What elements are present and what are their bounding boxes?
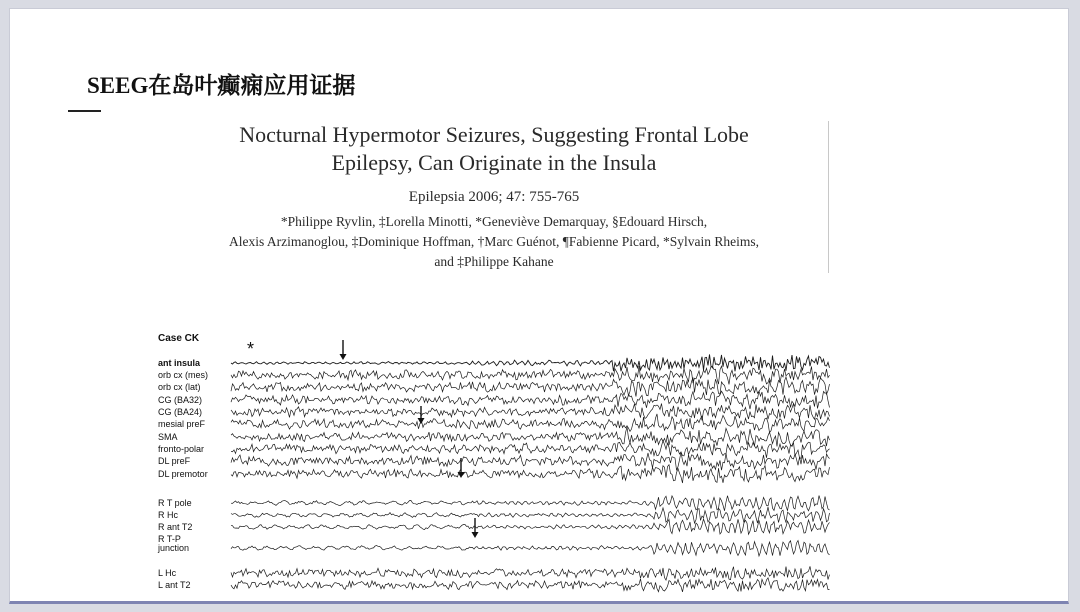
slide <box>9 8 1069 604</box>
channel-label: CG (BA32) <box>158 395 203 405</box>
case-label: Case CK <box>158 333 200 344</box>
channel-label: DL preF <box>158 456 191 466</box>
channel-label: fronto-polar <box>158 444 205 454</box>
channel-label: L ant T2 <box>158 580 191 590</box>
arrow-head-icon <box>472 532 479 538</box>
channel-label: DL premotor <box>158 469 208 479</box>
paper-header <box>160 121 829 273</box>
eeg-trace <box>231 354 830 371</box>
eeg-trace <box>231 541 830 556</box>
author-line: and ‡Philippe Kahane <box>434 254 554 269</box>
channel-label: mesial preF <box>158 419 206 429</box>
paper-citation: Epilepsia 2006; 47: 755-765 <box>408 189 580 205</box>
paper-title-line: Epilepsy, Can Originate in the Insula <box>331 150 657 175</box>
channel-label: L Hc <box>158 568 177 578</box>
slide-title: SEEG在岛叶癫痫应用证据 <box>87 73 356 98</box>
channel-label: junction <box>158 543 190 553</box>
eeg-trace <box>231 496 830 511</box>
paper-title-line: Nocturnal Hypermotor Seizures, Suggesting Frontal Lobe <box>239 122 749 147</box>
eeg-trace <box>231 377 830 397</box>
channel-label: ant insula <box>158 358 201 368</box>
eeg-trace <box>231 465 830 483</box>
channel-label: R Hc <box>158 510 178 520</box>
eeg-trace <box>231 391 830 409</box>
seeg-recording-figure <box>153 320 833 602</box>
channel-label: R ant T2 <box>158 522 193 532</box>
eeg-trace <box>231 427 830 447</box>
arrow-head-icon <box>340 354 347 360</box>
eeg-trace <box>231 404 830 421</box>
paper-authors <box>160 212 828 272</box>
eeg-trace <box>231 578 830 592</box>
channel-label: R T-P <box>158 534 181 544</box>
seeg-traces <box>153 320 833 602</box>
arrow-head-icon <box>418 418 425 424</box>
eeg-trace <box>231 507 830 523</box>
eeg-trace <box>231 519 830 534</box>
eeg-trace <box>231 566 830 580</box>
author-line: Alexis Arzimanoglou, ‡Dominique Hoffman, †Marc Guénot, ¶Fabienne Picard, *Sylvain Rheims, <box>228 234 760 249</box>
channel-label: orb cx (lat) <box>158 382 201 392</box>
channel-label: orb cx (mes) <box>158 370 209 380</box>
channel-label: R T pole <box>158 498 192 508</box>
arrow-head-icon <box>458 472 465 478</box>
title-underline <box>68 110 101 112</box>
eeg-trace <box>231 441 830 459</box>
author-line: *Philippe Ryvlin, ‡Lorella Minotti, *Geneviève Demarquay, §Edouard Hirsch, <box>280 214 708 229</box>
channel-label: SMA <box>158 432 178 442</box>
seizure-onset-star: * <box>247 339 255 359</box>
channel-label: CG (BA24) <box>158 407 203 417</box>
paper-title <box>160 121 828 177</box>
